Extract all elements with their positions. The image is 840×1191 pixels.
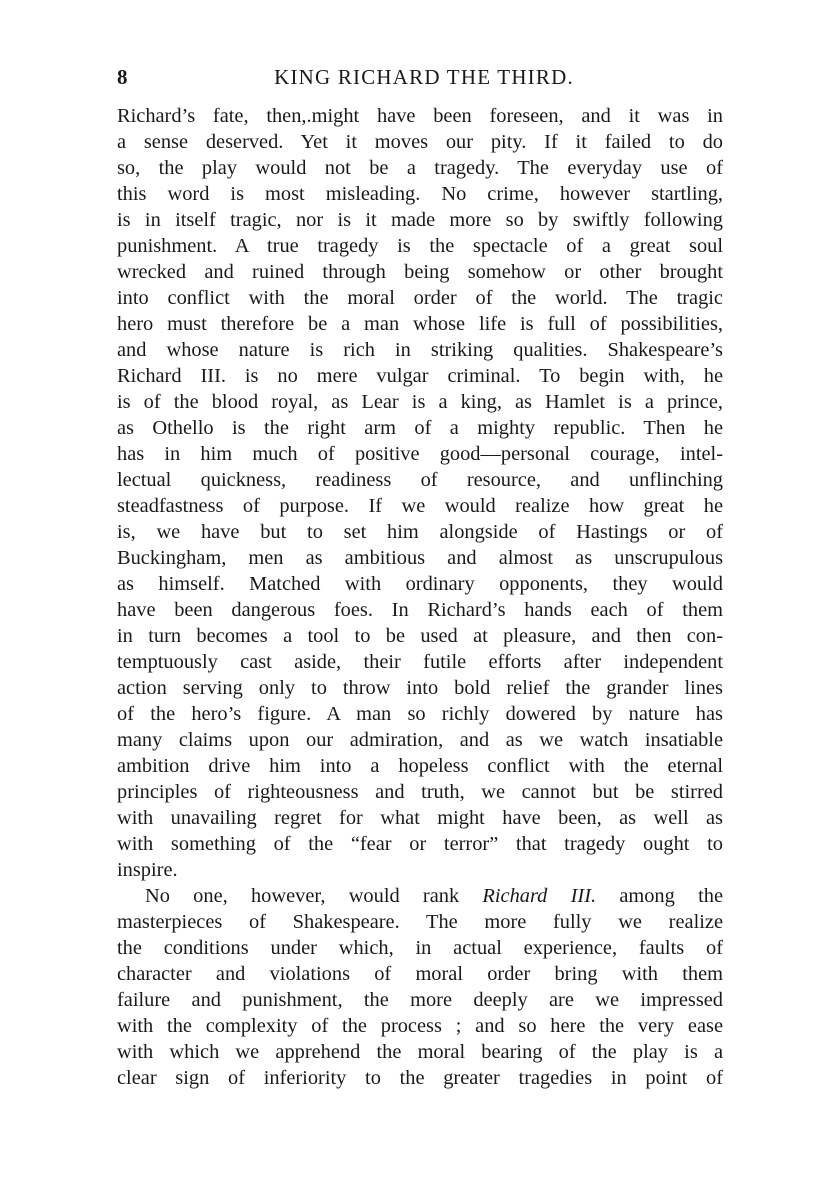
play-title-italic: Richard III. (482, 885, 597, 907)
text-line: failure and punishment, the more deeply are we impressed (117, 989, 723, 1011)
text-line: punishment. A true tragedy is the spectacle of a great soul (117, 235, 723, 257)
text-line: have been dangerous foes. In Richard’s hands each of them (117, 599, 723, 621)
text-line: hero must therefore be a man whose life is full of possibilities, (117, 313, 723, 335)
paragraph-first-line (117, 883, 723, 909)
body-text (117, 103, 723, 1091)
text-line: and whose nature is rich in striking qualities. Shakespeare’s (117, 339, 723, 361)
text-line: is, we have but to set him alongside of Hastings or of (117, 521, 723, 543)
text-line: with unavailing regret for what might have been, as well as (117, 807, 723, 829)
text-line: this word is most misleading. No crime, however startling, (117, 183, 723, 205)
text-line: with something of the “fear or terror” that tragedy ought to (117, 833, 723, 855)
text-line: is of the blood royal, as Lear is a king, as Hamlet is a prince, (117, 391, 723, 413)
text-line: many claims upon our admiration, and as we watch insatiable (117, 729, 723, 751)
text-line: Buckingham, men as ambitious and almost as unscrupulous (117, 547, 723, 569)
text-line: inspire. (117, 859, 178, 881)
text-line: Richard III. is no mere vulgar criminal. To begin with, he (117, 365, 723, 387)
text-line: of the hero’s figure. A man so richly dowered by nature has (117, 703, 723, 725)
text-line: ambition drive him into a hopeless conflict with the eternal (117, 755, 723, 777)
text-line: has in him much of positive good—personal courage, intel- (117, 443, 723, 465)
text-line: in turn becomes a tool to be used at pleasure, and then con- (117, 625, 723, 647)
text-line: into conflict with the moral order of the world. The tragic (117, 287, 723, 309)
text-line: is in itself tragic, nor is it made more so by swiftly following (117, 209, 723, 231)
running-title: KING RICHARD THE THIRD. (274, 65, 574, 89)
text-line: the conditions under which, in actual experience, faults of (117, 937, 723, 959)
text-line: Richard’s fate, then,.might have been foreseen, and it was in (117, 105, 723, 127)
text-line: temptuously cast aside, their futile efforts after independent (117, 651, 723, 673)
text-line: with which we apprehend the moral bearing of the play is a (117, 1041, 723, 1063)
text-line: so, the play would not be a tragedy. The everyday use of (117, 157, 723, 179)
text-run: among the (596, 885, 723, 907)
text-line: principles of righteousness and truth, we cannot but be stirred (117, 781, 723, 803)
text-line: character and violations of moral order bring with them (117, 963, 723, 985)
text-run: No one, however, would rank (145, 885, 483, 907)
text-line: as Othello is the right arm of a mighty republic. Then he (117, 417, 723, 439)
text-line: lectual quickness, readiness of resource, and unflinching (117, 469, 723, 491)
text-line: steadfastness of purpose. If we would realize how great he (117, 495, 723, 517)
text-line: a sense deserved. Yet it moves our pity. If it failed to do (117, 131, 723, 153)
text-line: wrecked and ruined through being somehow or other brought (117, 261, 723, 283)
text-line: as himself. Matched with ordinary opponents, they would (117, 573, 723, 595)
text-line: clear sign of inferiority to the greater tragedies in point of (117, 1067, 723, 1089)
text-line: with the complexity of the process ; and so here the very ease (117, 1015, 723, 1037)
page-number: 8 (117, 65, 128, 89)
running-head (117, 62, 723, 92)
text-line: action serving only to throw into bold relief the grander lines (117, 677, 723, 699)
text-line: masterpieces of Shakespeare. The more fully we realize (117, 911, 723, 933)
